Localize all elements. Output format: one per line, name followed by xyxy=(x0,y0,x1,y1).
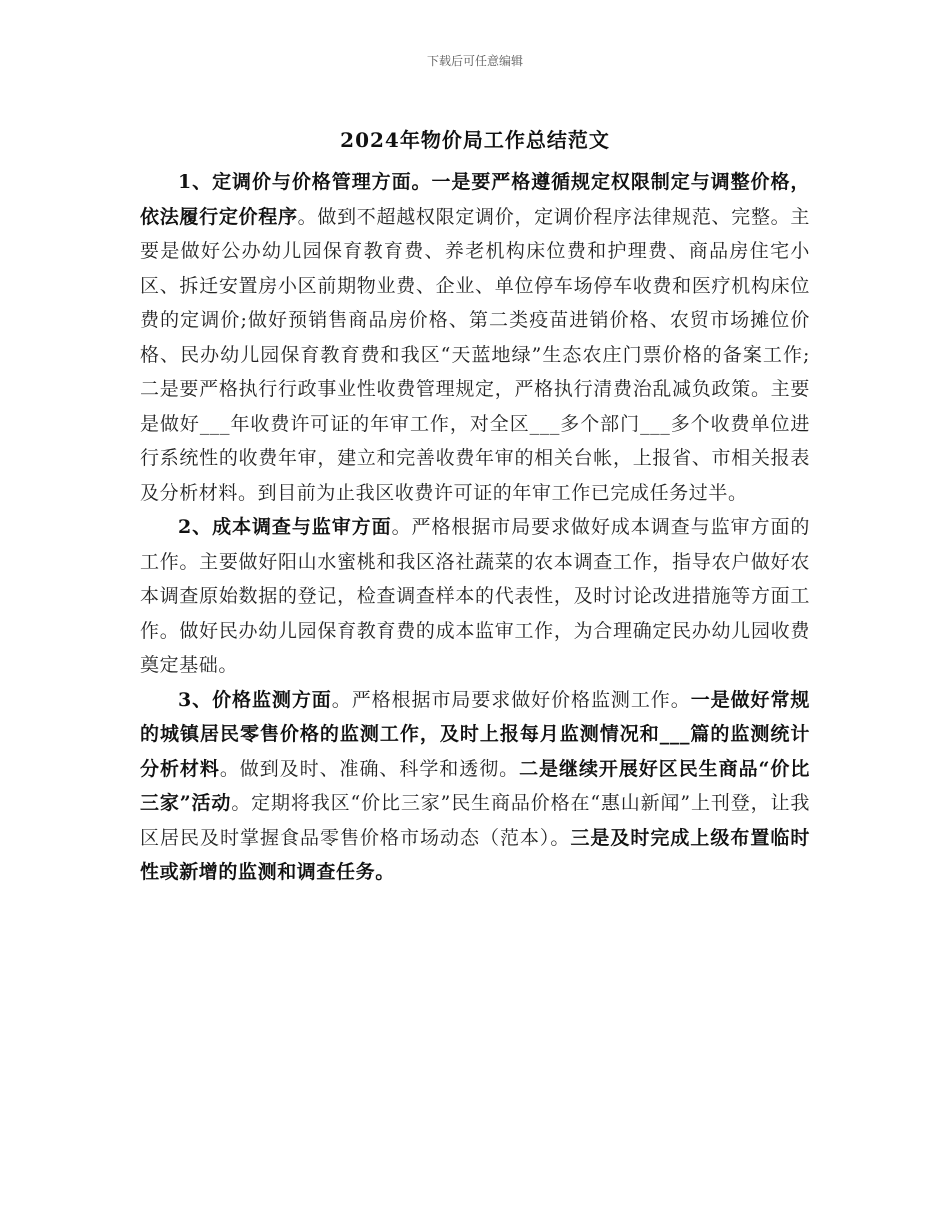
paragraph-run: 。做到不超越权限定调价，定调价程序法律规范、完整。主要是做好公办幼儿园保育教育费、养老机构床位费和护理费、商品房住宅小区、拆迁安置房小区前期物业费、企业、单位停车场停车收费和医疗机构床位费的定调价;做好预销售商品房价格、第二类疫苗进销价格、农贸市场摊位价格、民办幼儿园保育教育费和我区“天蓝地绿”生态农庄门票价格的备案工作;二是要严格执行行政事业性收费管理规定，严格执行清费治乱减负政策。主要是做好___年收费许可证的年审工作，对全区___多个部门___多个收费单位进行系统性的收费年审，建立和完善收费年审的相关台帐，上报省、市相关报表及分析材料。到目前为止我区收费许可证的年审工作已完成任务过半。 xyxy=(140,205,810,504)
paragraph-cost-survey xyxy=(140,510,810,683)
paragraph-run: 。严格根据市局要求做好价格监测工作。 xyxy=(331,688,691,711)
paragraph-run: 1、定调价与价格管理方面。一是要严格遵循规定权限制定与调整价格，依法履行定价程序 xyxy=(140,171,810,228)
document-body xyxy=(140,165,810,890)
paragraph-pricing-management xyxy=(140,165,810,510)
paragraph-run: 三是及时完成上级布置临时性或新增的监测和调查任务。 xyxy=(140,826,811,883)
paragraph-run: 一是做好常规的城镇居民零售价格的监测工作，及时上报每月监测情况和___篇的监测统计分析材料 xyxy=(140,688,810,780)
paragraph-run: 。做到及时、准确、科学和透彻。 xyxy=(219,757,520,780)
paragraph-price-monitoring xyxy=(140,683,810,890)
paragraph-run: 。定期将我区“价比三家”民生商品价格在“惠山新闻”上刊登，让我区居民及时掌握食品零售价格市场动态（范本）。 xyxy=(140,792,810,849)
paragraph-run: 2、成本调查与监审方面 xyxy=(178,516,392,538)
paragraph-run: 二是继续开展好区民生商品“价比三家”活动 xyxy=(140,757,810,814)
paragraph-run: 3、价格监测方面 xyxy=(178,688,332,711)
header-note: 下载后可任意编辑 xyxy=(426,54,523,68)
document-title: 2024年物价局工作总结范文 xyxy=(340,128,610,152)
paragraph-run: 。严格根据市局要求做好成本调查与监审方面的工作。主要做好阳山水蜜桃和我区洛社蔬菜的农本调查工作，指导农户做好农本调查原始数据的登记，检查调查样本的代表性，及时讨论改进措施等方面工作。做好民办幼儿园保育教育费的成本监审工作，为合理确定民办幼儿园收费奠定基础。 xyxy=(140,516,810,676)
